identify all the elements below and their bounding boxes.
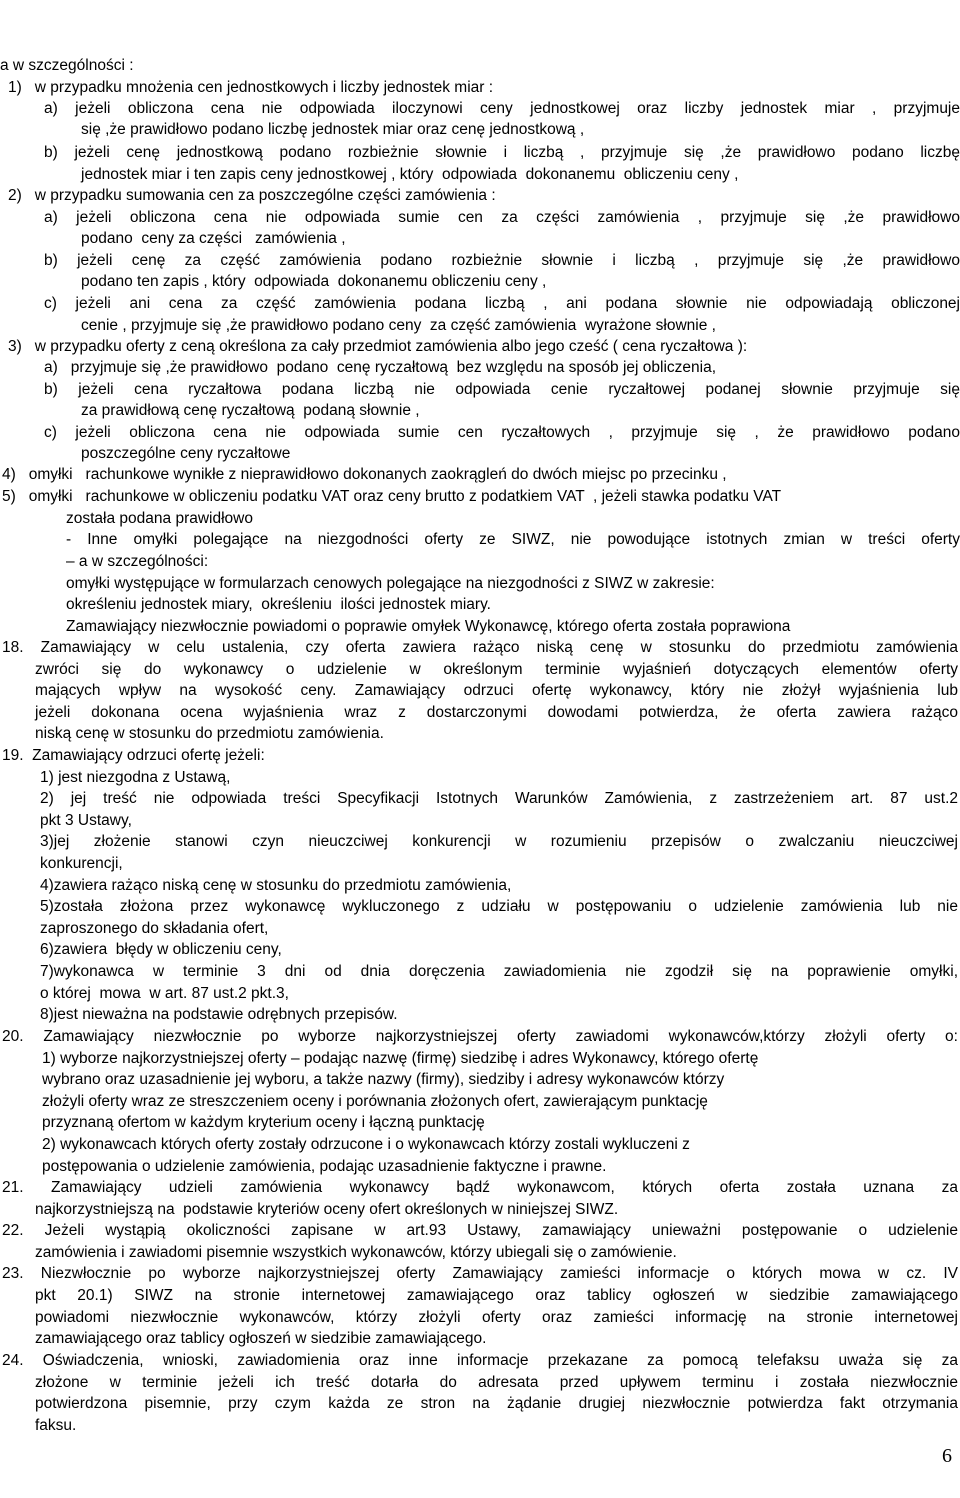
text-line: zaproszonego do składania ofert, (40, 920, 269, 937)
text-line: niską cenę w stosunku do przedmiotu zamówienia. (35, 725, 384, 742)
text-line: 3)jej złożenie stanowi czyn nieuczciwej konkurencji w rozumieniu przepisów o zwalczaniu nieuczciwej (40, 833, 958, 850)
text-line: złożone w terminie jeżeli ich treść dotarła do adresata przed upływem terminu i została niezwłocznie (35, 1374, 958, 1391)
text-line: 24. Oświadczenia, wnioski, zawiadomienia oraz inne informacje przekazane za pomocą telefaksu uważa się za (2, 1352, 958, 1369)
text-line: zamówienia i zawiadomi pisemnie wszystkich wykonawców, którzy ubiegali się o zamówienie. (35, 1244, 677, 1261)
text-line: potwierdzona pisemnie, przy czym każda ze stron na żądanie drugiej niezwłocznie potwierdza fakt otrzymania (35, 1395, 958, 1412)
text-line: 21. Zamawiający udzieli zamówienia wykonawcy bądź wykonawcom, których oferta została uznana za (2, 1179, 958, 1196)
text-line: 1) w przypadku mnożenia cen jednostkowych i liczby jednostek miar : (8, 79, 494, 96)
text-line: 6)zawiera błędy w obliczeniu ceny, (40, 941, 282, 958)
text-line: 4)zawiera rażąco niską cenę w stosunku do przedmiotu zamówienia, (40, 877, 512, 894)
text-line: 5) omyłki rachunkowe w obliczeniu podatku VAT oraz ceny brutto z podatkiem VAT , jeżeli stawka podatku VAT (2, 488, 782, 505)
text-line: przyznaną ofertom w każdym kryterium oceny i łączną punktację (42, 1114, 485, 1131)
text-line: a) jeżeli obliczona cena nie odpowiada iloczynowi ceny jednostkowej oraz liczby jednostek miar , przyjmuje (44, 100, 960, 117)
text-line: b) jeżeli cena ryczałtowa podana liczbą nie odpowiada cenie ryczałtowej podanej słownie przyjmuje się (44, 381, 960, 398)
text-line: się ,że prawidłowo podano liczbę jednostek miar oraz cenę jednostkową , (81, 121, 585, 138)
text-line: c) jeżeli ani cena za część zamówienia podana liczbą , ani podana słownie nie odpowiadają obliczonej (44, 295, 960, 312)
text-line: omyłki występujące w formularzach cenowych polegające na niezgodności z SIWZ w zakresie: (66, 575, 715, 592)
text-line: 23. Niezwłocznie po wyborze najkorzystniejszej oferty Zamawiający zamieści informacje o których mowa w cz. IV (2, 1265, 958, 1282)
text-line: – a w szczególności: (66, 553, 209, 570)
page-number: 6 (942, 1445, 952, 1467)
header-reference: ZP-14/RJ/2009 (830, 21, 942, 39)
text-line: została podana prawidłowo (66, 510, 253, 527)
text-line: a) jeżeli obliczona cena nie odpowiada sumie cen za części zamówienia , przyjmuje się ,że prawidłowo (44, 209, 960, 226)
text-line: podano ceny za części zamówienia , (81, 230, 346, 247)
header-title: Specyfikacja Istotnych Warunków Zamówienia (577, 1, 942, 19)
text-line: 1) wyborze najkorzystniejszej oferty – podając nazwę (firmę) siedzibę i adres Wykonawcy, którego ofertę (42, 1050, 759, 1067)
text-line: a) przyjmuje się ,że prawidłowo podano cenę ryczałtową bez względu na sposób jej obliczenia, (44, 359, 717, 376)
text-line: 2) w przypadku sumowania cen za poszczególne części zamówienia : (8, 187, 496, 204)
text-line: o której mowa w art. 87 ust.2 pkt.3, (40, 985, 289, 1002)
text-line: postępowania o udzielenie zamówienia, podając uzasadnienie faktyczne i prawne. (42, 1158, 607, 1175)
text-line: - Inne omyłki polegające na niezgodności oferty ze SIWZ, nie powodujące istotnych zmian w treści oferty (66, 531, 960, 548)
text-line: pkt 20.1) SIWZ na stronie internetowej zamawiającego oraz tablicy ogłoszeń w siedzibie zamawiającego (35, 1287, 958, 1304)
text-line: b) jeżeli cenę jednostkową podano rozbieżnie słownie i liczbą , przyjmuje się ,że prawidłowo podano liczbę (44, 144, 960, 161)
text-line: 4) omyłki rachunkowe wynikłe z nieprawidłowo dokonanych zaokrągleń do dwóch miejsc po przecinku , (2, 466, 727, 483)
text-line: cenie , przyjmuje się ,że prawidłowo podano ceny za część zamówienia wyrażone słownie , (81, 317, 716, 334)
text-line: powiadomi niezwłocznie wykonawców, którzy złożyli oferty oraz zamieści informację na stronie internetowej (35, 1309, 958, 1326)
text-line: 20. Zamawiający niezwłocznie po wyborze najkorzystniejszej oferty zawiadomi wykonawców,którzy złożyli oferty o: (2, 1028, 958, 1045)
text-line: za prawidłową cenę ryczałtową podaną słownie , (81, 402, 420, 419)
text-line: mających wpływ na wysokość ceny. Zamawiający odrzuci ofertę wykonawcy, który nie złożył wyjaśnienia lub (35, 682, 958, 699)
text-line: poszczególne ceny ryczałtowe (81, 445, 291, 462)
text-line: pkt 3 Ustawy, (40, 812, 132, 829)
text-line: a w szczególności : (0, 57, 134, 74)
text-line: jeżeli dokonana ocena wyjaśnienia wraz z dostarczonymi dowodami potwierdza, że oferta zawiera rażąco (35, 704, 958, 721)
text-line: 2) wykonawcach których oferty zostały odrzucone i o wykonawcach którzy zostali wykluczeni z (42, 1136, 690, 1153)
text-line: 1) jest niezgodna z Ustawą, (40, 769, 231, 786)
text-line: jednostek miar i ten zapis ceny jednostkowej , który odpowiada dokonanemu obliczeniu ceny , (81, 166, 739, 183)
text-line: 7)wykonawca w terminie 3 dni od dnia doręczenia zawiadomienia nie zgodził się na poprawienie omyłki, (40, 963, 958, 980)
text-line: c) jeżeli obliczona cena nie odpowiada sumie cen ryczałtowych , przyjmuje się , że prawidłowo podano (44, 424, 960, 441)
text-line: 2) jej treść nie odpowiada treści Specyfikacji Istotnych Warunków Zamówienia, z zastrzeżeniem art. 87 ust.2 (40, 790, 958, 807)
text-line: zwróci się do wykonawcy o udzielenie w określonym terminie wyjaśnień dotyczących elementów oferty (35, 661, 958, 678)
text-line: 18. Zamawiający w celu ustalenia, czy oferta zawiera rażąco niską cenę w stosunku do przedmiotu zamówienia (2, 639, 958, 656)
text-line: określeniu jednostek miary, określeniu ilości jednostek miary. (66, 596, 491, 613)
text-line: Zamawiający niezwłocznie powiadomi o poprawie omyłek Wykonawcę, którego oferta została poprawiona (66, 618, 791, 635)
text-line: podano ten zapis , który odpowiada dokonanemu obliczeniu ceny , (81, 273, 547, 290)
text-line: 5)została złożona przez wykonawcę wykluczonego z udziału w postępowaniu o udzielenie zamówienia lub nie (40, 898, 958, 915)
text-line: wybrano oraz uzasadnienie jej wyboru, a także nazwy (firmy), siedziby i adresy wykonawców którzy (42, 1071, 725, 1088)
text-line: 8)jest nieważna na podstawie odrębnych przepisów. (40, 1006, 398, 1023)
text-line: 22. Jeżeli wystąpią okoliczności zapisane w art.93 Ustawy, zamawiający unieważni postępowanie o udzielenie (2, 1222, 958, 1239)
text-line: najkorzystniejszą na podstawie kryteriów oceny ofert określonych w niniejszej SIWZ. (35, 1201, 619, 1218)
text-line: konkurencji, (40, 855, 123, 872)
text-line: 19. Zamawiający odrzuci ofertę jeżeli: (2, 747, 265, 764)
text-line: faksu. (35, 1417, 77, 1434)
text-line: b) jeżeli cenę za część zamówienia podano rozbieżnie słownie i liczbą , przyjmuje się ,że prawidłowo (44, 252, 960, 269)
text-line: złożyli oferty wraz ze streszczeniem oceny i porównania złożonych ofert, zawierającym punktację (42, 1093, 708, 1110)
text-line: zamawiającego oraz tablicy ogłoszeń w siedzibie zamawiającego. (35, 1330, 487, 1347)
text-line: 3) w przypadku oferty z ceną określona za cały przedmiot zamówienia albo jego cześć ( cena ryczałtowa ): (8, 338, 748, 355)
